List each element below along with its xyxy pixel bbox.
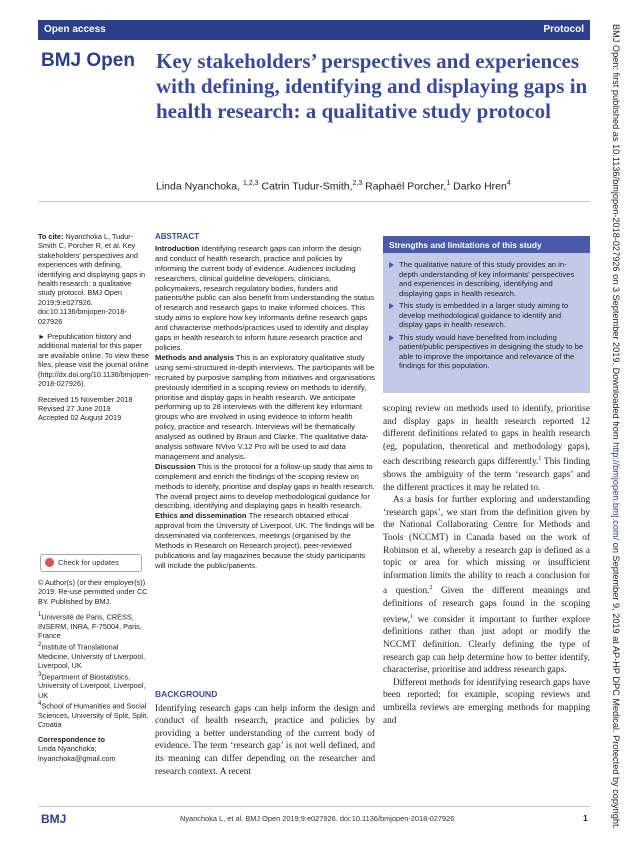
strengths-box-header — [383, 236, 590, 253]
abstract-section-text: This is the protocol for a follow-up study that aims to complement and enrich the findings of the scoping review on methods to identify, prioritise and display gaps in health research. The overall project aims to develop methodological guidance for describing, identifying and displaying gaps in health research. — [155, 461, 375, 511]
affiliation-list — [38, 611, 150, 730]
article-type-label: Protocol — [543, 24, 584, 35]
body-text: This finding shows the ambiguity of the term ‘research gaps’ and the different practices it may be related to. — [383, 457, 590, 493]
background-text: Identifying research gaps can help inform the design and conduct of health research, practice and policies by providing a better understanding of the current body of evidence. The term ‘research gap’ is not well defined, and its meaning can differ depending on the researcher and research context. A recent — [155, 703, 375, 777]
affiliation-number: 1 — [38, 612, 42, 619]
received-date: Received 15 November 2018 — [38, 394, 133, 404]
body-text: Given the different meanings and definitions of research gaps found in the scoping review, — [383, 586, 590, 625]
abstract-methods — [155, 353, 375, 462]
affiliation-text: Institute of Translational Medicine, University of Liverpool, Liverpool, UK — [38, 642, 146, 671]
header-bar — [38, 20, 590, 40]
journal-url-link[interactable]: http://bmjopen.bmj.com/ — [611, 442, 621, 541]
body-text: we consider it important to further explore definitions rather than just adopt or modify the NCCMT definition. Clearly defining the type of research gap can help determine how to better identify, characterise, prioritise and address research gaps. — [383, 614, 590, 676]
check-for-updates-button[interactable] — [40, 554, 142, 572]
notice-text: BMJ Open: first published as 10.1136/bmjopen-2018-027926 on 3 September 2019. Downloaded from — [611, 24, 621, 443]
affiliation-number: 3 — [38, 671, 42, 678]
abstract-section-text: This is an exploratory qualitative study using semi-structured in-depth interviews. The participants will be recruited by purposive sampling from initiatives and organisations previously identified in a scoping review on methods to identify, prioritise and display gaps in health research. We anticipate performing up to 28 interviews with the different key informant groups who are involved in using evidence to inform health policy, practice and research. Interviews will be thematically analysed as outlined by Braun and Clarke. The qualitative data-analysis software NVivo V.12 Pro will be used to aid data management and analysis. — [155, 352, 375, 461]
author-affiliation-number: 1,2,3 — [242, 180, 259, 187]
open-access-label: Open access — [44, 24, 106, 35]
list-item: This study would have benefited from including patient/public perspectives in designing the study to be able to improve the importance and relevance of the findings for this population. — [389, 333, 585, 371]
reference-link[interactable]: 2 — [429, 585, 433, 592]
abstract-heading: ABSTRACT — [155, 232, 199, 241]
correspondence-name: Linda Nyanchoka; — [38, 744, 97, 754]
author-affiliation-number: 1 — [446, 180, 451, 187]
list-item: This study is embedded in a larger study aiming to develop methodological guidance to identify and display gaps in health research. — [389, 301, 585, 330]
page-number: 1 — [583, 813, 588, 823]
cite-label: To cite: — [38, 232, 64, 241]
journal-logo: BMJ Open — [41, 50, 135, 71]
background-heading: BACKGROUND — [155, 689, 218, 699]
abstract-section — [155, 232, 375, 571]
author-name[interactable]: Darko Hren — [453, 180, 507, 193]
body-right-column — [383, 403, 590, 727]
footer-divider — [38, 806, 590, 807]
footer-logo: BMJ — [41, 812, 67, 826]
reference-link[interactable]: 1 — [538, 456, 542, 463]
body-text: scoping review on methods used to identify, prioritise and display gaps in health research reported 12 different definitions related to gaps in health research (eg, population, theoretical and methodology gaps), each describing research gaps differently. — [383, 404, 590, 468]
author-affiliation-number: 4 — [506, 180, 511, 187]
footer-citation: Nyanchoka L, et al. BMJ Open 2019;9:e027926. doi:10.1136/bmjopen-2018-027926 — [180, 814, 455, 823]
abstract-section-label: Discussion — [155, 461, 196, 471]
revised-date: Revised 27 June 2019 — [38, 403, 111, 413]
affiliation-text: School of Humanities and Social Sciences, University of Split, Split, Croatia — [38, 701, 149, 730]
correspondence-label: Correspondence to — [38, 734, 105, 744]
copyright-notice: © Author(s) (or their employer(s)) 2019. Re-use permitted under CC BY. Published by BMJ. — [38, 578, 148, 606]
affiliation-number: 2 — [38, 641, 42, 648]
abstract-section-label: Methods and analysis — [155, 352, 234, 362]
abstract-section-label: Introduction — [155, 243, 200, 253]
author-list — [156, 180, 511, 193]
list-item: The qualitative nature of this study provides an in-depth understanding of key informants’ perspectives and experiences in describing, identifying and displaying gaps in health research. — [389, 260, 585, 298]
article-dates — [38, 395, 150, 423]
body-paragraph — [383, 494, 590, 677]
notice-text: on September 9, 2019 at AP-HP DPC Medical. Protected by copyright. — [611, 540, 621, 830]
author-name[interactable]: Raphaël Porcher, — [365, 180, 447, 193]
body-paragraph: Different methods for identifying research gaps have been reported; for example, scoping reviews and umbrella reviews are emerging methods for mapping and — [383, 677, 590, 726]
correspondence-email-link[interactable]: lnyanchoka@gmail.com — [38, 753, 116, 763]
check-updates-label: Check for updates — [58, 558, 119, 567]
strengths-list — [389, 260, 585, 374]
citation-block — [38, 232, 150, 326]
accepted-date: Accepted 02 August 2019 — [38, 413, 122, 423]
sidebar-top — [38, 232, 150, 429]
update-icon — [45, 558, 54, 567]
affiliation-text: Department of Biostatistics, University of Liverpool, Liverpool, UK — [38, 671, 146, 700]
strengths-limitations-box — [383, 236, 590, 393]
body-text: As a basis for further exploring and understanding ‘research gaps’, we start from the definition given by the National Collaborating Centre for Methods and Tools (NCCMT) in Canada based on the work of Robinson et al, whereby a research gap is defined as a topic or area for which missing or insufficient information limits the ability to reach a conclusion for a question. — [383, 495, 590, 597]
article-title: Key stakeholders’ perspectives and experiences with defining, identifying and displaying gaps in health research: a qualitative study protocol — [156, 49, 588, 123]
affiliation-number: 4 — [38, 701, 42, 708]
cite-text: Nyanchoka L, Tudur-Smith C, Porcher R, et al. Key stakeholders' perspectives and experiences with defining, identifying and displaying gaps in health research: a qualitative study protocol. BMJ Open 2019;9:e027926. doi:10.1136/bmjopen-2018-027926 — [38, 232, 146, 326]
correspondence-block — [38, 735, 150, 763]
abstract-section-label: Ethics and dissemination — [155, 511, 247, 521]
divider — [38, 201, 590, 202]
abstract-introduction — [155, 244, 375, 353]
author-affiliation-number: 2,3 — [352, 180, 363, 187]
body-paragraph — [383, 403, 590, 494]
background-section — [155, 688, 375, 778]
author-name[interactable]: Linda Nyanchoka, — [156, 180, 241, 193]
abstract-discussion — [155, 462, 375, 512]
prepublication-note[interactable]: ► Prepublication history and additional material for this paper are available online. To view these files, please visit the journal online (http://dx.doi.org/10.1136/bmjopen-2018-027926). — [38, 332, 152, 389]
reference-link[interactable]: 1 — [410, 613, 414, 620]
sidebar-bottom — [38, 578, 150, 768]
abstract-section-text: The research obtained ethical approval from the University of Liverpool, UK. The findings will be disseminated via conferences, meetings (organised by the Methods in Research on Research project), peer-reviewed publications and lay magazines because the study participants will include the public/patients. — [155, 511, 375, 570]
vertical-download-notice — [601, 24, 621, 830]
affiliation-text: Université de Paris, CRESS, INSERM, INRA, F-75004, Paris, France — [38, 612, 142, 641]
abstract-section-text: Identifying research gaps can inform the design and conduct of health research, practice and policies by informing the current body of evidence. Audiences including researchers, clinical guideline developers, clinicians, policymakers, research regulatory bodies, funders and patients/the public can also benefit from understanding the status of research and research gaps to make informed choices. This study aims to explore how key informants define research gaps and characterise methods/practices used to identify and display gaps in health research to inform future research practice and policies. — [155, 243, 375, 352]
author-name[interactable]: Catrin Tudur-Smith, — [261, 180, 353, 193]
strengths-box-heading: Strengths and limitations of this study — [389, 240, 542, 250]
abstract-ethics — [155, 511, 375, 570]
